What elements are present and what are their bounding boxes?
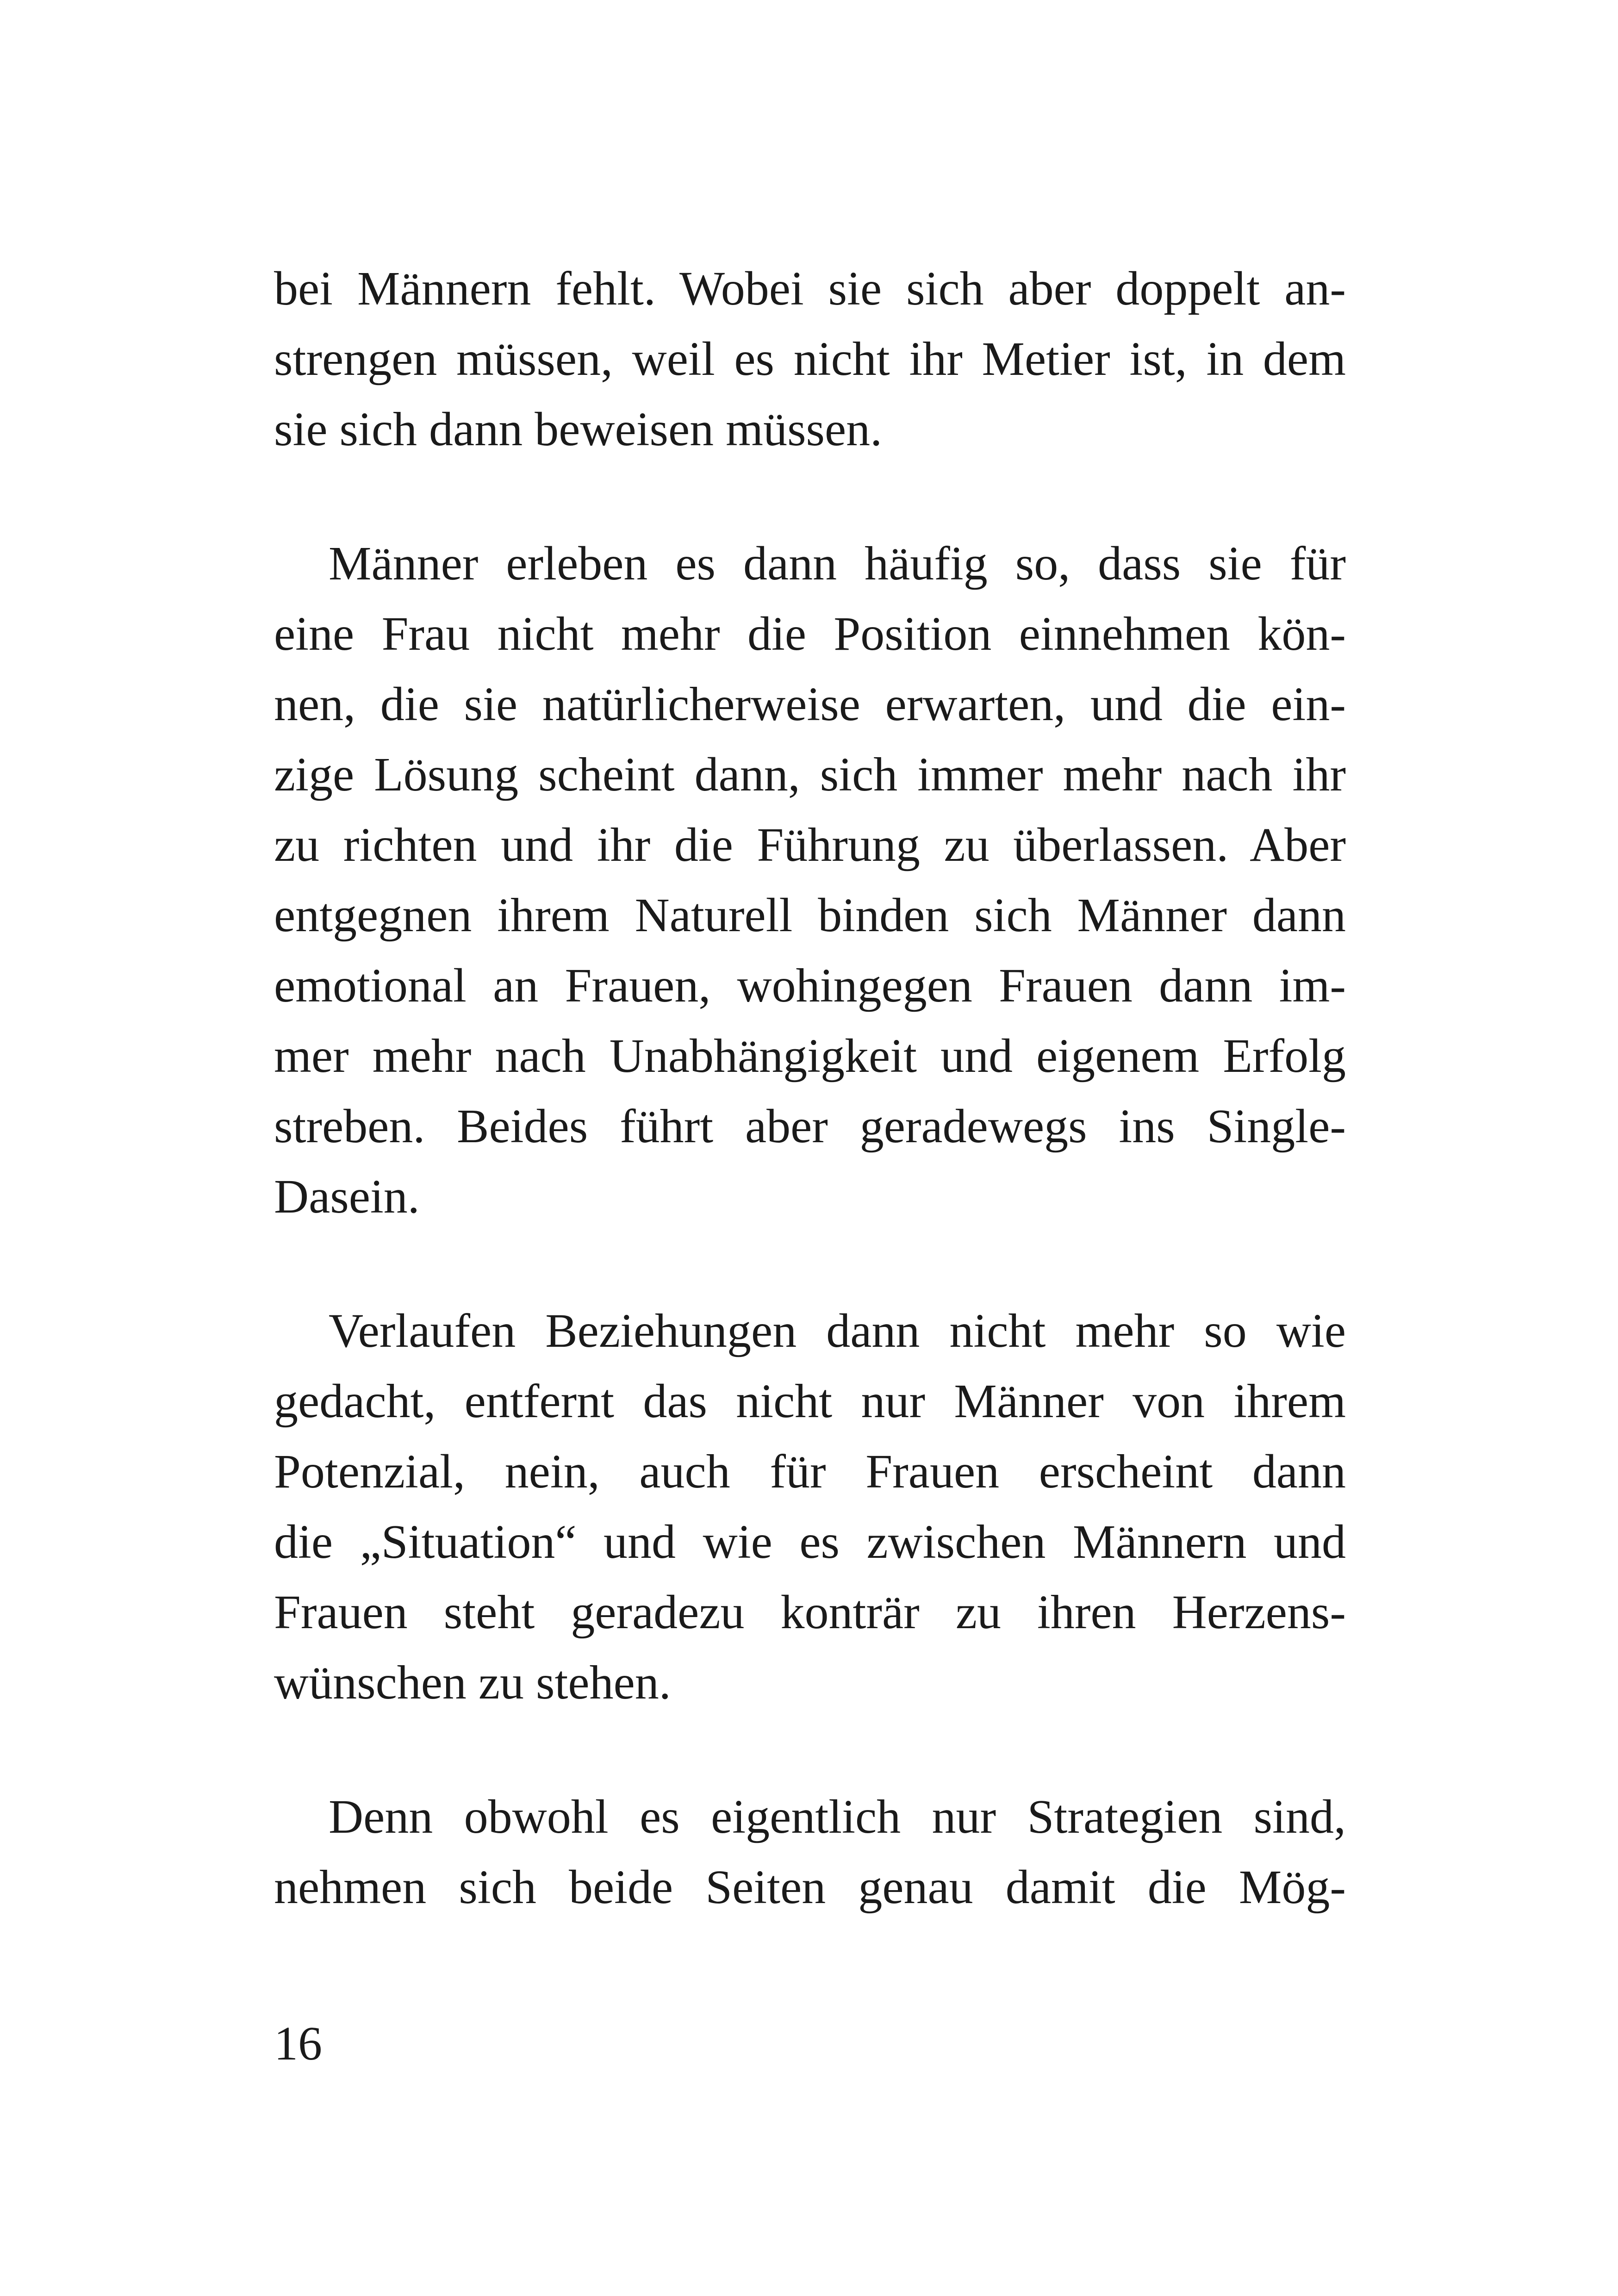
text-line: gedacht, entfernt das nicht nur Männer von ihrem xyxy=(274,1375,1346,1428)
text-line: die „Situation“ und wie es zwischen Männern und xyxy=(274,1515,1346,1568)
text-line: mer mehr nach Unabhängigkeit und eigenem Erfolg xyxy=(274,1029,1346,1083)
text-line: Potenzial, nein, auch für Frauen erscheint dann xyxy=(274,1445,1346,1498)
text-line: wünschen zu stehen. xyxy=(274,1656,671,1709)
text-line: nen, die sie natürlicherweise erwarten, und die ein- xyxy=(274,678,1346,731)
text-line: Verlaufen Beziehungen dann nicht mehr so wie xyxy=(329,1304,1346,1357)
text-line: Männer erleben es dann häufig so, dass sie für xyxy=(329,537,1346,590)
text-line: sie sich dann beweisen müssen. xyxy=(274,403,883,456)
text-line: zu richten und ihr die Führung zu überlassen. Aber xyxy=(274,818,1346,871)
text-line: Denn obwohl es eigentlich nur Strategien sind, xyxy=(329,1790,1346,1843)
text-line: bei Männern fehlt. Wobei sie sich aber doppelt an- xyxy=(274,262,1346,315)
text-line: streben. Beides führt aber geradewegs ins Single- xyxy=(274,1100,1346,1153)
text-line: eine Frau nicht mehr die Position einnehmen kön- xyxy=(274,607,1346,660)
book-page xyxy=(274,0,1346,2296)
text-line: strengen müssen, weil es nicht ihr Metier ist, in dem xyxy=(274,332,1346,386)
text-line: entgegnen ihrem Naturell binden sich Männer dann xyxy=(274,889,1346,942)
text-line: Dasein. xyxy=(274,1170,420,1223)
text-line: emotional an Frauen, wohingegen Frauen dann im- xyxy=(274,959,1346,1012)
text-line: Frauen steht geradezu konträr zu ihren Herzens- xyxy=(274,1586,1346,1639)
text-line: zige Lösung scheint dann, sich immer mehr nach ihr xyxy=(274,748,1346,801)
text-line: nehmen sich beide Seiten genau damit die Mög- xyxy=(274,1860,1346,1914)
page-number: 16 xyxy=(274,2017,322,2070)
